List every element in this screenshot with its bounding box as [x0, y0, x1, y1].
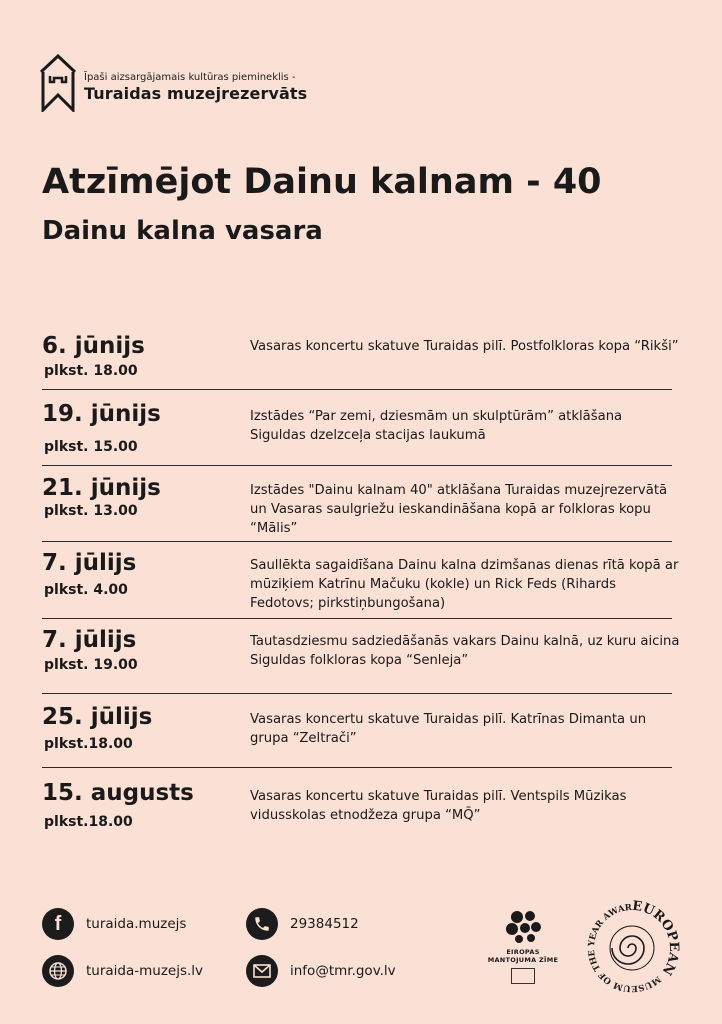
event-description: Vasaras koncertu skatuve Turaidas pilī. Postfolkloras kopa “Rikši”	[250, 339, 679, 354]
divider	[42, 618, 672, 619]
eu-flag-icon	[511, 968, 535, 984]
event-description: Vasaras koncertu skatuve Turaidas pilī. Katrīnas Dimanta un grupa “Zeltrači”	[250, 712, 647, 746]
contact-phone[interactable]	[246, 908, 359, 940]
facebook-icon: f	[42, 908, 74, 940]
contact-email[interactable]	[246, 955, 396, 987]
event-time: plkst. 19.00	[44, 657, 138, 673]
event-description: Izstādes “Par zemi, dziesmām un skulptūrām” atklāšana Siguldas dzelzceļa stacijas laukumā	[250, 409, 623, 443]
event-date: 21. jūnijs	[42, 475, 161, 501]
phone-number[interactable]: 29384512	[290, 916, 359, 932]
event-description: Saullēkta sagaidīšana Dainu kalna dzimšanas dienas rītā kopā ar mūziķiem Katrīnu Mačuku (kokle) un Rick Feds (Rihards Fedotovs; pirkstiņbungošana)	[250, 558, 679, 611]
event-time: plkst. 13.00	[44, 503, 138, 519]
divider	[42, 541, 672, 542]
email-address[interactable]: info@tmr.gov.lv	[290, 963, 396, 979]
page-title: Atzīmējot Dainu kalnam - 40	[42, 162, 602, 202]
event-time: plkst.18.00	[44, 814, 133, 830]
envelope-icon	[246, 955, 278, 987]
event-date: 19. jūnijs	[42, 401, 161, 427]
logo-name: Turaidas muzejrezervāts	[84, 84, 308, 103]
event-time: plkst. 4.00	[44, 582, 128, 598]
event-description: Vasaras koncertu skatuve Turaidas pilī. Ventspils Mūzikas vidusskolas etnodžeza grupa “MQ̄”	[250, 789, 627, 823]
event-time: plkst. 15.00	[44, 439, 138, 455]
contact-facebook[interactable]	[42, 908, 186, 940]
event-time: plkst. 18.00	[44, 363, 138, 379]
website-link[interactable]: turaida-muzejs.lv	[86, 963, 204, 979]
heritage-line-2: MANTOJUMA ZĪME	[487, 956, 559, 964]
event-date: 7. jūlijs	[42, 627, 137, 653]
event-time: plkst.18.00	[44, 736, 133, 752]
emya-ring-text: MUSEUM OF THE YEAR AWAR	[586, 902, 663, 994]
facebook-handle[interactable]: turaida.muzejs	[86, 916, 187, 932]
contact-website[interactable]	[42, 955, 203, 987]
event-description: Tautasdziesmu sadziedāšanās vakars Dainu kalnā, uz kuru aicina Siguldas folkloras kopa “Senleja”	[250, 634, 680, 668]
divider	[42, 465, 672, 466]
logo-subtitle: Īpaši aizsargājamais kultūras piemineklis -	[84, 72, 296, 83]
page-subtitle: Dainu kalna vasara	[42, 216, 323, 246]
museum-award-icon	[584, 900, 680, 996]
heritage-line-1: EIROPAS	[506, 948, 540, 956]
divider	[42, 767, 672, 768]
globe-icon	[42, 955, 74, 987]
divider	[42, 693, 672, 694]
event-date: 15. augusts	[42, 780, 194, 806]
emya-top-text: EUROPEAN	[631, 900, 680, 978]
emya-badge	[584, 900, 680, 1000]
divider	[42, 389, 672, 390]
event-date: 25. jūlijs	[42, 704, 153, 730]
logo-text	[84, 72, 307, 104]
event-date: 6. jūnijs	[42, 333, 145, 359]
turaida-logo-icon	[38, 54, 78, 116]
heritage-stones-icon	[503, 908, 543, 944]
phone-icon	[246, 908, 278, 940]
event-description: Izstādes "Dainu kalnam 40" atklāšana Turaidas muzejrezervātā un Vasaras saulgriežu ieskandināšana kopā ar folkloras kopu “Mālis”	[250, 483, 668, 536]
event-date: 7. jūlijs	[42, 550, 137, 576]
european-heritage-label	[478, 908, 568, 984]
